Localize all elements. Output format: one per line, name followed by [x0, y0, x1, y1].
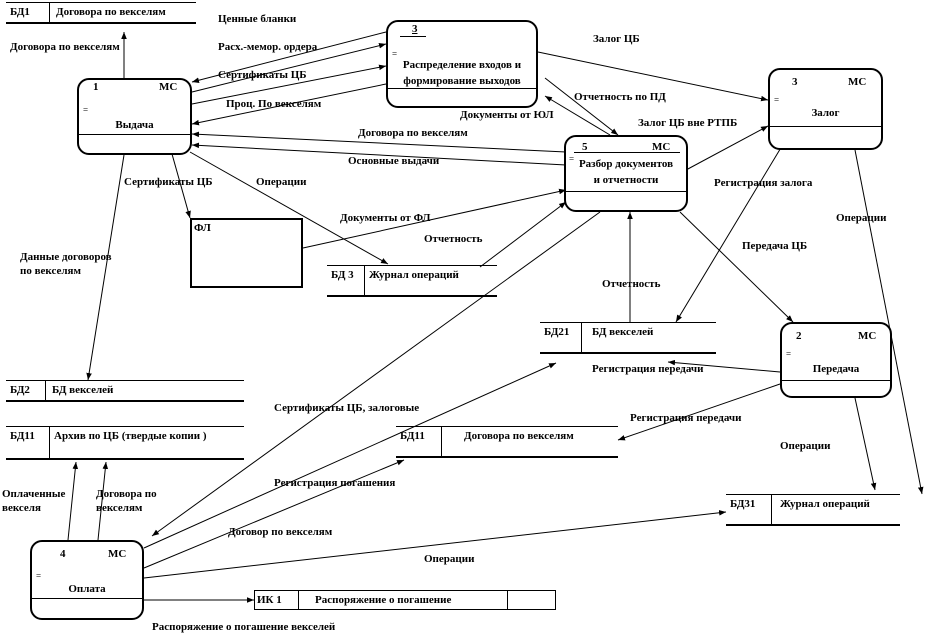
label-cennye: Ценные бланки [218, 13, 297, 25]
process-marker: = [392, 49, 398, 59]
label-reg-zaloga: Регистрация залога [714, 177, 813, 189]
label-rasch: Расх.-мемор. ордера [218, 41, 318, 53]
flow-bd3-to-p5 [480, 202, 566, 267]
process-name: Оплата [68, 583, 106, 595]
process-number: 4 [60, 548, 66, 560]
store-name: Журнал операций [369, 269, 459, 281]
process-oplata [30, 540, 144, 620]
flow-p1-to-bd2 [88, 155, 124, 380]
label-sert-zaloga: Сертификаты ЦБ, залоговые [274, 402, 420, 414]
label-zalog-rtpb: Залог ЦБ вне РТПБ [638, 117, 738, 129]
process-number: 1 [93, 81, 99, 93]
flow-p5-to-p2 [680, 212, 793, 322]
label-operacii3: Операции [780, 440, 831, 452]
process-name-line1: Разбор документов [578, 158, 674, 170]
flow-p5-to-p3b [686, 126, 768, 170]
label-otchetnost1: Отчетность [424, 233, 483, 245]
label-reg-pogasheniya: Регистрация погашения [274, 477, 396, 489]
flow-p3a-to-p5 [545, 78, 618, 135]
store-bd31 [726, 494, 900, 526]
label-operacii1: Операции [256, 176, 307, 188]
flow-p4-to-bd11a-1 [68, 462, 76, 540]
flow-p4-to-bd11a-2 [98, 462, 106, 540]
process-mc: МС [858, 330, 877, 342]
process-raspredelenie [386, 20, 538, 108]
store-name: БД векселей [592, 326, 654, 338]
process-marker: = [36, 571, 42, 581]
store-id: БД 3 [327, 266, 365, 295]
store-name: Архив по ЦБ (твердые копии ) [54, 430, 207, 442]
label-operacii2: Операции [836, 212, 887, 224]
process-name-line2: и отчетности [593, 174, 659, 186]
store-bd11-dogovora [396, 426, 618, 458]
process-name-line1: Распределение входов и [402, 59, 522, 71]
process-marker: = [774, 95, 780, 105]
process-name-line2: формирование выходов [403, 75, 521, 87]
label-rasporyazhenie: Распоряжение о погашение векселей [152, 621, 336, 633]
store-bd1 [6, 2, 196, 24]
store-id: БД2 [6, 381, 46, 400]
label-dok-yul: Документы от ЮЛ [460, 109, 554, 121]
process-number: 3 [792, 76, 798, 88]
store-id: БД31 [726, 495, 772, 524]
label-peredacha-cb: Передача ЦБ [742, 240, 808, 252]
process-peredacha [780, 322, 892, 398]
store-name: Договора по векселям [56, 6, 166, 18]
label-dogovor-po: Договор по векселям [228, 526, 333, 538]
store-name: Договора по векселям [464, 430, 574, 442]
label-dog-po2: векселям [96, 502, 143, 514]
store-bd21 [540, 322, 716, 354]
store-end-divider [507, 591, 508, 609]
store-id: БД21 [540, 323, 582, 352]
process-marker: = [83, 105, 89, 115]
label-dok-fl: Документы от ФЛ [340, 212, 431, 224]
process-number: 5 [582, 141, 588, 153]
process-razbor [564, 135, 688, 212]
label-opl2: векселя [2, 502, 41, 514]
flow-p4-to-bd31 [144, 512, 726, 578]
label-opl1: Оплаченные [2, 488, 66, 500]
store-id: ИК 1 [255, 591, 299, 609]
label-reg-peredachi1: Регистрация передачи [592, 363, 704, 375]
label-proc: Проц. По векселям [226, 98, 322, 110]
store-bd11-archive [6, 426, 244, 460]
external-fl [190, 218, 303, 288]
process-name: Залог [811, 107, 840, 119]
label-otchetnost-pd: Отчетность по ПД [574, 91, 666, 103]
store-ik1 [254, 590, 556, 610]
label-otchetnost2: Отчетность [602, 278, 661, 290]
flow-p2-to-bd31 [855, 398, 875, 490]
process-mc: МС [159, 81, 178, 93]
process-mc: МС [108, 548, 127, 560]
process-name: Выдача [115, 119, 154, 131]
process-marker: = [786, 349, 792, 359]
store-id: БД1 [6, 3, 50, 22]
store-bd3 [327, 265, 497, 297]
label-dannye2: по векселям [20, 265, 81, 277]
store-name: БД векселей [52, 384, 114, 396]
store-bd2 [6, 380, 244, 402]
label-dogovora-top: Договора по векселям [10, 41, 120, 53]
process-mc: МС [848, 76, 867, 88]
label-reg-peredachi2: Регистрация передачи [630, 412, 742, 424]
label-dannye1: Данные договоров [20, 251, 112, 263]
process-name: Передача [812, 363, 860, 375]
label-zalog-cb: Залог ЦБ [593, 33, 640, 45]
label-dog-po1: Договора по [96, 488, 157, 500]
process-number: 3 [412, 23, 418, 35]
process-mc: МС [652, 141, 671, 153]
store-name: Распоряжение о погашение [315, 594, 452, 606]
process-zalog [768, 68, 883, 150]
label-sert2: Сертификаты ЦБ [124, 176, 213, 188]
process-vydacha [77, 78, 192, 155]
label-operacii4: Операции [424, 553, 475, 565]
store-name: Журнал операций [780, 498, 870, 510]
store-id: БД11 [396, 427, 442, 456]
process-marker: = [569, 154, 575, 164]
label-dogovora-mid: Договора по векселям [358, 127, 468, 139]
store-id: БД11 [6, 427, 50, 458]
external-name: ФЛ [194, 222, 211, 234]
process-number: 2 [796, 330, 802, 342]
label-osnovnye: Основные выдачи [348, 155, 440, 167]
label-sert1: Сертификаты ЦБ [218, 69, 307, 81]
